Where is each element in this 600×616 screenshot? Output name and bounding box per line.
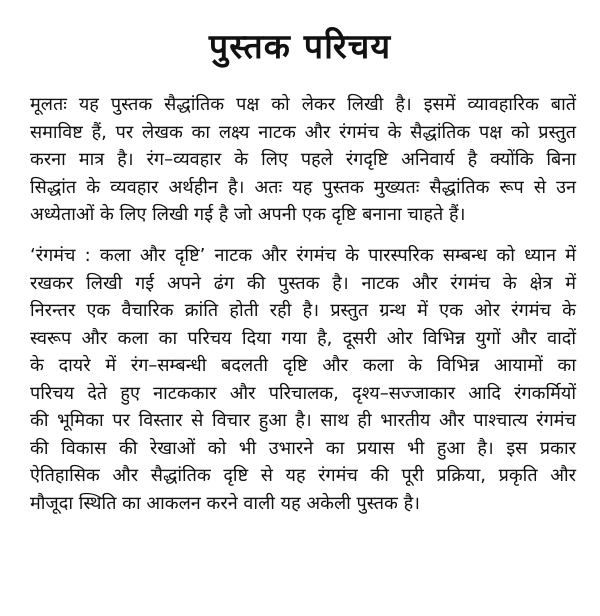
text-line: अध्येताओं के लिए लिखी गई है जो अपनी एक दृष्टि बनाना चाहते हैं। <box>30 204 466 225</box>
text-line: के दायरे में रंग–सम्बन्धी बदलती दृष्टि और कला के विभिन्न आयामों का <box>30 355 576 376</box>
text-line: ऐतिहासिक और सैद्धांतिक दृष्टि से यह रंगमंच की पूरी प्रक्रिया, प्रकृति और <box>30 465 576 486</box>
text-line: सिद्धांत के व्यवहार अर्थहीन है। अतः यह पुस्तक मुख्यतः सैद्धांतिक रूप से उन <box>30 176 576 198</box>
page-title: पुस्तक परिचय <box>208 27 392 67</box>
text-line: की भूमिका पर विस्तार से विचार हुआ है। साथ ही भारतीय और पाश्चात्य रंगमंच <box>30 410 576 431</box>
text-line: करना मात्र है। रंग–व्यवहार के लिए पहले रंगदृष्टि अनिवार्य है क्योंकि बिना <box>30 149 576 170</box>
text-line: परिचय देते हुए नाटककार और परिचालक, दृश्य–सज्जाकार आदि रंगकर्मियों <box>30 382 576 404</box>
paragraph-2 <box>30 242 576 517</box>
text-line: की विकास की रेखाओं को भी उभारने का प्रयास भी हुआ है। इस प्रकार <box>30 437 576 459</box>
text-line: समाविष्ट हैं, पर लेखक का लक्ष्य नाटक और रंगमंच के सैद्धांतिक पक्ष को प्रस्तुत <box>30 121 576 143</box>
text-line: रखकर लिखी गई अपने ढंग की पुस्तक है। नाटक और रंगमंच के क्षेत्र में <box>30 272 576 294</box>
text-line: निरन्तर एक वैचारिक क्रांति होती रही है। प्रस्तुत ग्रन्थ में एक ओर रंगमंच के <box>30 300 576 321</box>
text-line: मौजूदा स्थिति का आकलन करने वाली यह अकेली पुस्तक है। <box>30 492 420 514</box>
text-line: स्वरूप और कला का परिचय दिया गया है, दूसरी ओर विभिन्न युगों और वादों <box>30 327 576 349</box>
paragraph-1 <box>30 91 576 229</box>
text-line: ‘रंगमंच : कला और दृष्टि’ नाटक और रंगमंच के पारस्परिक सम्बन्ध को ध्यान में <box>30 245 576 266</box>
text-line: मूलतः यह पुस्तक सैद्धांतिक पक्ष को लेकर लिखी है। इसमें व्यावहारिक बातें <box>30 94 576 115</box>
